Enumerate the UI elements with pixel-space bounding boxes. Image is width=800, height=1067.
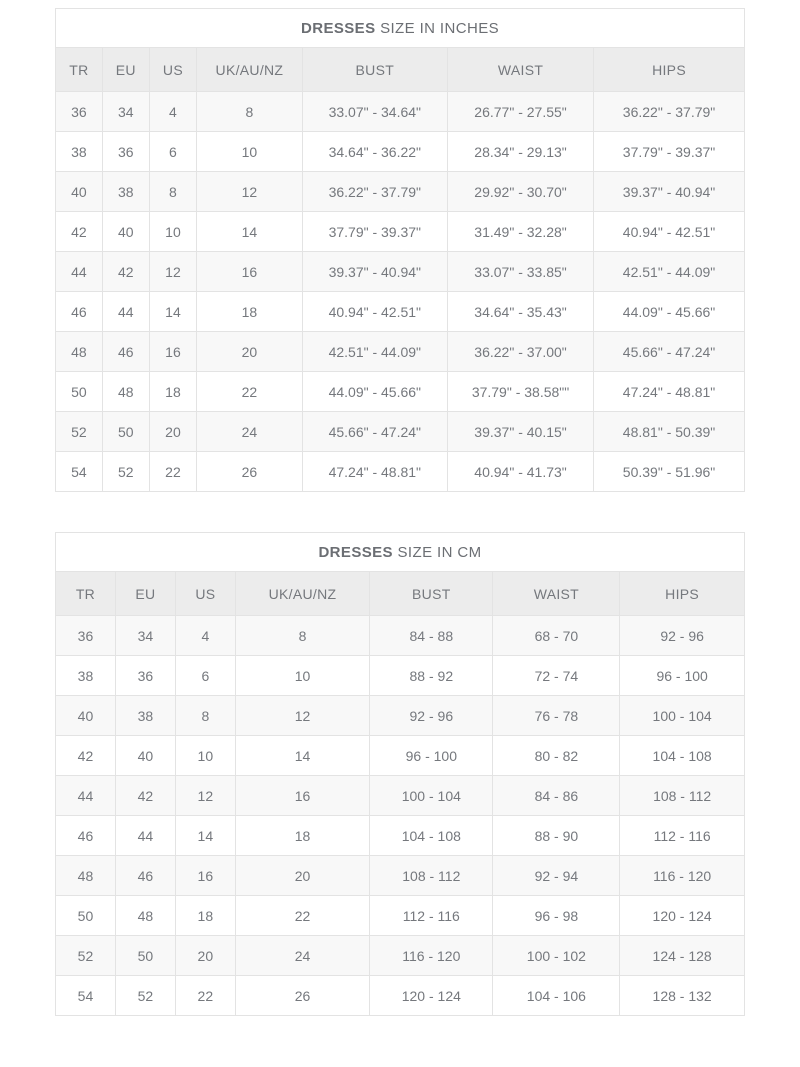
table-cell: 116 - 120 bbox=[620, 856, 745, 896]
table-cell: 40.94" - 42.51" bbox=[302, 292, 447, 332]
table-cell: 38 bbox=[56, 656, 116, 696]
table-title-rest: SIZE IN INCHES bbox=[380, 19, 500, 37]
table-cell: 40.94" - 42.51" bbox=[594, 212, 745, 252]
table-cell: 34 bbox=[115, 616, 175, 656]
table-cell: 29.92" - 30.70" bbox=[448, 172, 594, 212]
table-cell: 48 bbox=[56, 856, 116, 896]
table-row bbox=[56, 332, 745, 372]
table-cell: 34.64" - 35.43" bbox=[448, 292, 594, 332]
table-cell: 40 bbox=[56, 696, 116, 736]
table-cell: 8 bbox=[175, 696, 235, 736]
table-row bbox=[56, 92, 745, 132]
column-header: US bbox=[149, 48, 197, 92]
table-cell: 4 bbox=[149, 92, 197, 132]
table-cell: 104 - 108 bbox=[620, 736, 745, 776]
table-cell: 12 bbox=[149, 252, 197, 292]
table-cell: 124 - 128 bbox=[620, 936, 745, 976]
table-cell: 54 bbox=[56, 976, 116, 1016]
table-row bbox=[56, 212, 745, 252]
table-cell: 36 bbox=[102, 132, 149, 172]
table-cell: 128 - 132 bbox=[620, 976, 745, 1016]
table-cell: 50 bbox=[115, 936, 175, 976]
table-row bbox=[56, 696, 745, 736]
table-cell: 42.51" - 44.09" bbox=[594, 252, 745, 292]
table-cell: 92 - 96 bbox=[370, 696, 493, 736]
table-cell: 36 bbox=[56, 616, 116, 656]
table-cell: 8 bbox=[235, 616, 369, 656]
table-cell: 10 bbox=[197, 132, 302, 172]
table-cell: 42 bbox=[102, 252, 149, 292]
table-cell: 26.77" - 27.55" bbox=[448, 92, 594, 132]
table-cell: 44 bbox=[115, 816, 175, 856]
table-cell: 47.24" - 48.81" bbox=[302, 452, 447, 492]
table-cell: 20 bbox=[175, 936, 235, 976]
table-row bbox=[56, 412, 745, 452]
table-cell: 16 bbox=[149, 332, 197, 372]
table-cell: 100 - 104 bbox=[370, 776, 493, 816]
table-cell: 33.07" - 34.64" bbox=[302, 92, 447, 132]
table-row bbox=[56, 896, 745, 936]
table-cell: 31.49" - 32.28" bbox=[448, 212, 594, 252]
table-cell: 20 bbox=[149, 412, 197, 452]
dresses-inches-table bbox=[55, 8, 745, 492]
table-cell: 18 bbox=[235, 816, 369, 856]
table-body bbox=[56, 92, 745, 492]
table-title-row bbox=[56, 533, 745, 572]
table-cell: 96 - 98 bbox=[493, 896, 620, 936]
table-cell: 26 bbox=[235, 976, 369, 1016]
table-cell: 50 bbox=[56, 372, 103, 412]
table-cell: 22 bbox=[235, 896, 369, 936]
table-cell: 8 bbox=[197, 92, 302, 132]
table-cell: 12 bbox=[175, 776, 235, 816]
table-row bbox=[56, 372, 745, 412]
table-cell: 84 - 88 bbox=[370, 616, 493, 656]
table-cell: 46 bbox=[102, 332, 149, 372]
table-cell: 39.37" - 40.94" bbox=[302, 252, 447, 292]
table-cell: 46 bbox=[56, 816, 116, 856]
table-cell: 92 - 94 bbox=[493, 856, 620, 896]
table-cell: 47.24" - 48.81" bbox=[594, 372, 745, 412]
table-cell: 46 bbox=[56, 292, 103, 332]
table-title bbox=[56, 533, 745, 572]
table-cell: 104 - 106 bbox=[493, 976, 620, 1016]
table-row bbox=[56, 452, 745, 492]
table-title-bold: DRESSES bbox=[318, 543, 393, 561]
table-cell: 42 bbox=[115, 776, 175, 816]
table-cell: 42.51" - 44.09" bbox=[302, 332, 447, 372]
column-header: BUST bbox=[370, 572, 493, 616]
table-cell: 50 bbox=[102, 412, 149, 452]
dresses-cm-table bbox=[55, 532, 745, 1016]
table-cell: 22 bbox=[175, 976, 235, 1016]
table-cell: 40 bbox=[56, 172, 103, 212]
table-cell: 37.79" - 39.37" bbox=[302, 212, 447, 252]
table-cell: 37.79" - 39.37" bbox=[594, 132, 745, 172]
table-cell: 4 bbox=[175, 616, 235, 656]
column-header: WAIST bbox=[493, 572, 620, 616]
table-cell: 46 bbox=[115, 856, 175, 896]
table-cell: 6 bbox=[175, 656, 235, 696]
table-cell: 50 bbox=[56, 896, 116, 936]
table-cell: 14 bbox=[149, 292, 197, 332]
table-cell: 84 - 86 bbox=[493, 776, 620, 816]
table-cell: 20 bbox=[197, 332, 302, 372]
table-cell: 108 - 112 bbox=[370, 856, 493, 896]
table-cell: 40.94" - 41.73" bbox=[448, 452, 594, 492]
table-cell: 20 bbox=[235, 856, 369, 896]
table-cell: 12 bbox=[235, 696, 369, 736]
table-cell: 39.37" - 40.94" bbox=[594, 172, 745, 212]
table-cell: 68 - 70 bbox=[493, 616, 620, 656]
table-cell: 104 - 108 bbox=[370, 816, 493, 856]
table-cell: 44.09" - 45.66" bbox=[594, 292, 745, 332]
table-cell: 16 bbox=[235, 776, 369, 816]
column-header-row bbox=[56, 48, 745, 92]
table-cell: 34.64" - 36.22" bbox=[302, 132, 447, 172]
table-row bbox=[56, 172, 745, 212]
table-cell: 40 bbox=[115, 736, 175, 776]
table-row bbox=[56, 856, 745, 896]
table-row bbox=[56, 616, 745, 656]
column-header: TR bbox=[56, 572, 116, 616]
table-cell: 36.22" - 37.00" bbox=[448, 332, 594, 372]
table-cell: 10 bbox=[235, 656, 369, 696]
table-cell: 39.37" - 40.15" bbox=[448, 412, 594, 452]
table-cell: 6 bbox=[149, 132, 197, 172]
column-header: HIPS bbox=[594, 48, 745, 92]
table-row bbox=[56, 736, 745, 776]
table-row bbox=[56, 936, 745, 976]
table-cell: 14 bbox=[235, 736, 369, 776]
table-cell: 18 bbox=[175, 896, 235, 936]
table-cell: 100 - 104 bbox=[620, 696, 745, 736]
table-cell: 92 - 96 bbox=[620, 616, 745, 656]
table-cell: 45.66" - 47.24" bbox=[594, 332, 745, 372]
table-cell: 34 bbox=[102, 92, 149, 132]
table-cell: 44 bbox=[56, 252, 103, 292]
table-row bbox=[56, 656, 745, 696]
table-cell: 8 bbox=[149, 172, 197, 212]
column-header: BUST bbox=[302, 48, 447, 92]
table-cell: 38 bbox=[115, 696, 175, 736]
table-row bbox=[56, 976, 745, 1016]
table-cell: 45.66" - 47.24" bbox=[302, 412, 447, 452]
table-cell: 38 bbox=[102, 172, 149, 212]
column-header: EU bbox=[115, 572, 175, 616]
column-header: UK/AU/NZ bbox=[235, 572, 369, 616]
table-cell: 120 - 124 bbox=[370, 976, 493, 1016]
table-cell: 108 - 112 bbox=[620, 776, 745, 816]
table-title-bold: DRESSES bbox=[300, 19, 376, 37]
table-title-rest: SIZE IN CM bbox=[397, 543, 482, 561]
table-cell: 12 bbox=[197, 172, 302, 212]
table-cell: 18 bbox=[149, 372, 197, 412]
column-header: WAIST bbox=[448, 48, 594, 92]
column-header-row bbox=[56, 572, 745, 616]
table-cell: 36 bbox=[115, 656, 175, 696]
table-cell: 18 bbox=[197, 292, 302, 332]
table-cell: 24 bbox=[235, 936, 369, 976]
column-header: HIPS bbox=[620, 572, 745, 616]
table-cell: 16 bbox=[175, 856, 235, 896]
table-cell: 42 bbox=[56, 212, 103, 252]
table-cell: 16 bbox=[197, 252, 302, 292]
table-row bbox=[56, 816, 745, 856]
table-cell: 50.39" - 51.96" bbox=[594, 452, 745, 492]
table-cell: 22 bbox=[149, 452, 197, 492]
column-header: UK/AU/NZ bbox=[197, 48, 302, 92]
table-row bbox=[56, 292, 745, 332]
table-cell: 80 - 82 bbox=[493, 736, 620, 776]
column-header: US bbox=[175, 572, 235, 616]
table-cell: 116 - 120 bbox=[370, 936, 493, 976]
column-header: TR bbox=[56, 48, 103, 92]
table-cell: 54 bbox=[56, 452, 103, 492]
table-row bbox=[56, 776, 745, 816]
table-title bbox=[56, 9, 745, 48]
table-cell: 52 bbox=[102, 452, 149, 492]
table-cell: 44 bbox=[102, 292, 149, 332]
table-title-row bbox=[56, 9, 745, 48]
table-row bbox=[56, 252, 745, 292]
table-cell: 96 - 100 bbox=[620, 656, 745, 696]
table-cell: 37.79" - 38.58"" bbox=[448, 372, 594, 412]
table-cell: 120 - 124 bbox=[620, 896, 745, 936]
table-cell: 52 bbox=[56, 936, 116, 976]
table-cell: 28.34" - 29.13" bbox=[448, 132, 594, 172]
table-cell: 88 - 92 bbox=[370, 656, 493, 696]
table-cell: 72 - 74 bbox=[493, 656, 620, 696]
table-cell: 96 - 100 bbox=[370, 736, 493, 776]
table-cell: 48 bbox=[102, 372, 149, 412]
table-cell: 36 bbox=[56, 92, 103, 132]
table-cell: 112 - 116 bbox=[370, 896, 493, 936]
table-cell: 100 - 102 bbox=[493, 936, 620, 976]
table-cell: 14 bbox=[197, 212, 302, 252]
table-cell: 112 - 116 bbox=[620, 816, 745, 856]
table-cell: 76 - 78 bbox=[493, 696, 620, 736]
table-cell: 48.81" - 50.39" bbox=[594, 412, 745, 452]
table-cell: 48 bbox=[56, 332, 103, 372]
column-header: EU bbox=[102, 48, 149, 92]
table-cell: 48 bbox=[115, 896, 175, 936]
table-cell: 88 - 90 bbox=[493, 816, 620, 856]
table-cell: 42 bbox=[56, 736, 116, 776]
table-cell: 44 bbox=[56, 776, 116, 816]
dresses-inches-section bbox=[55, 8, 745, 492]
table-cell: 22 bbox=[197, 372, 302, 412]
table-cell: 52 bbox=[115, 976, 175, 1016]
table-cell: 40 bbox=[102, 212, 149, 252]
table-cell: 14 bbox=[175, 816, 235, 856]
table-cell: 26 bbox=[197, 452, 302, 492]
table-cell: 33.07" - 33.85" bbox=[448, 252, 594, 292]
table-cell: 38 bbox=[56, 132, 103, 172]
dresses-cm-section bbox=[55, 532, 745, 1016]
table-cell: 52 bbox=[56, 412, 103, 452]
table-cell: 36.22" - 37.79" bbox=[594, 92, 745, 132]
table-body bbox=[56, 616, 745, 1016]
table-cell: 44.09" - 45.66" bbox=[302, 372, 447, 412]
table-cell: 24 bbox=[197, 412, 302, 452]
table-cell: 36.22" - 37.79" bbox=[302, 172, 447, 212]
table-row bbox=[56, 132, 745, 172]
table-cell: 10 bbox=[149, 212, 197, 252]
table-cell: 10 bbox=[175, 736, 235, 776]
